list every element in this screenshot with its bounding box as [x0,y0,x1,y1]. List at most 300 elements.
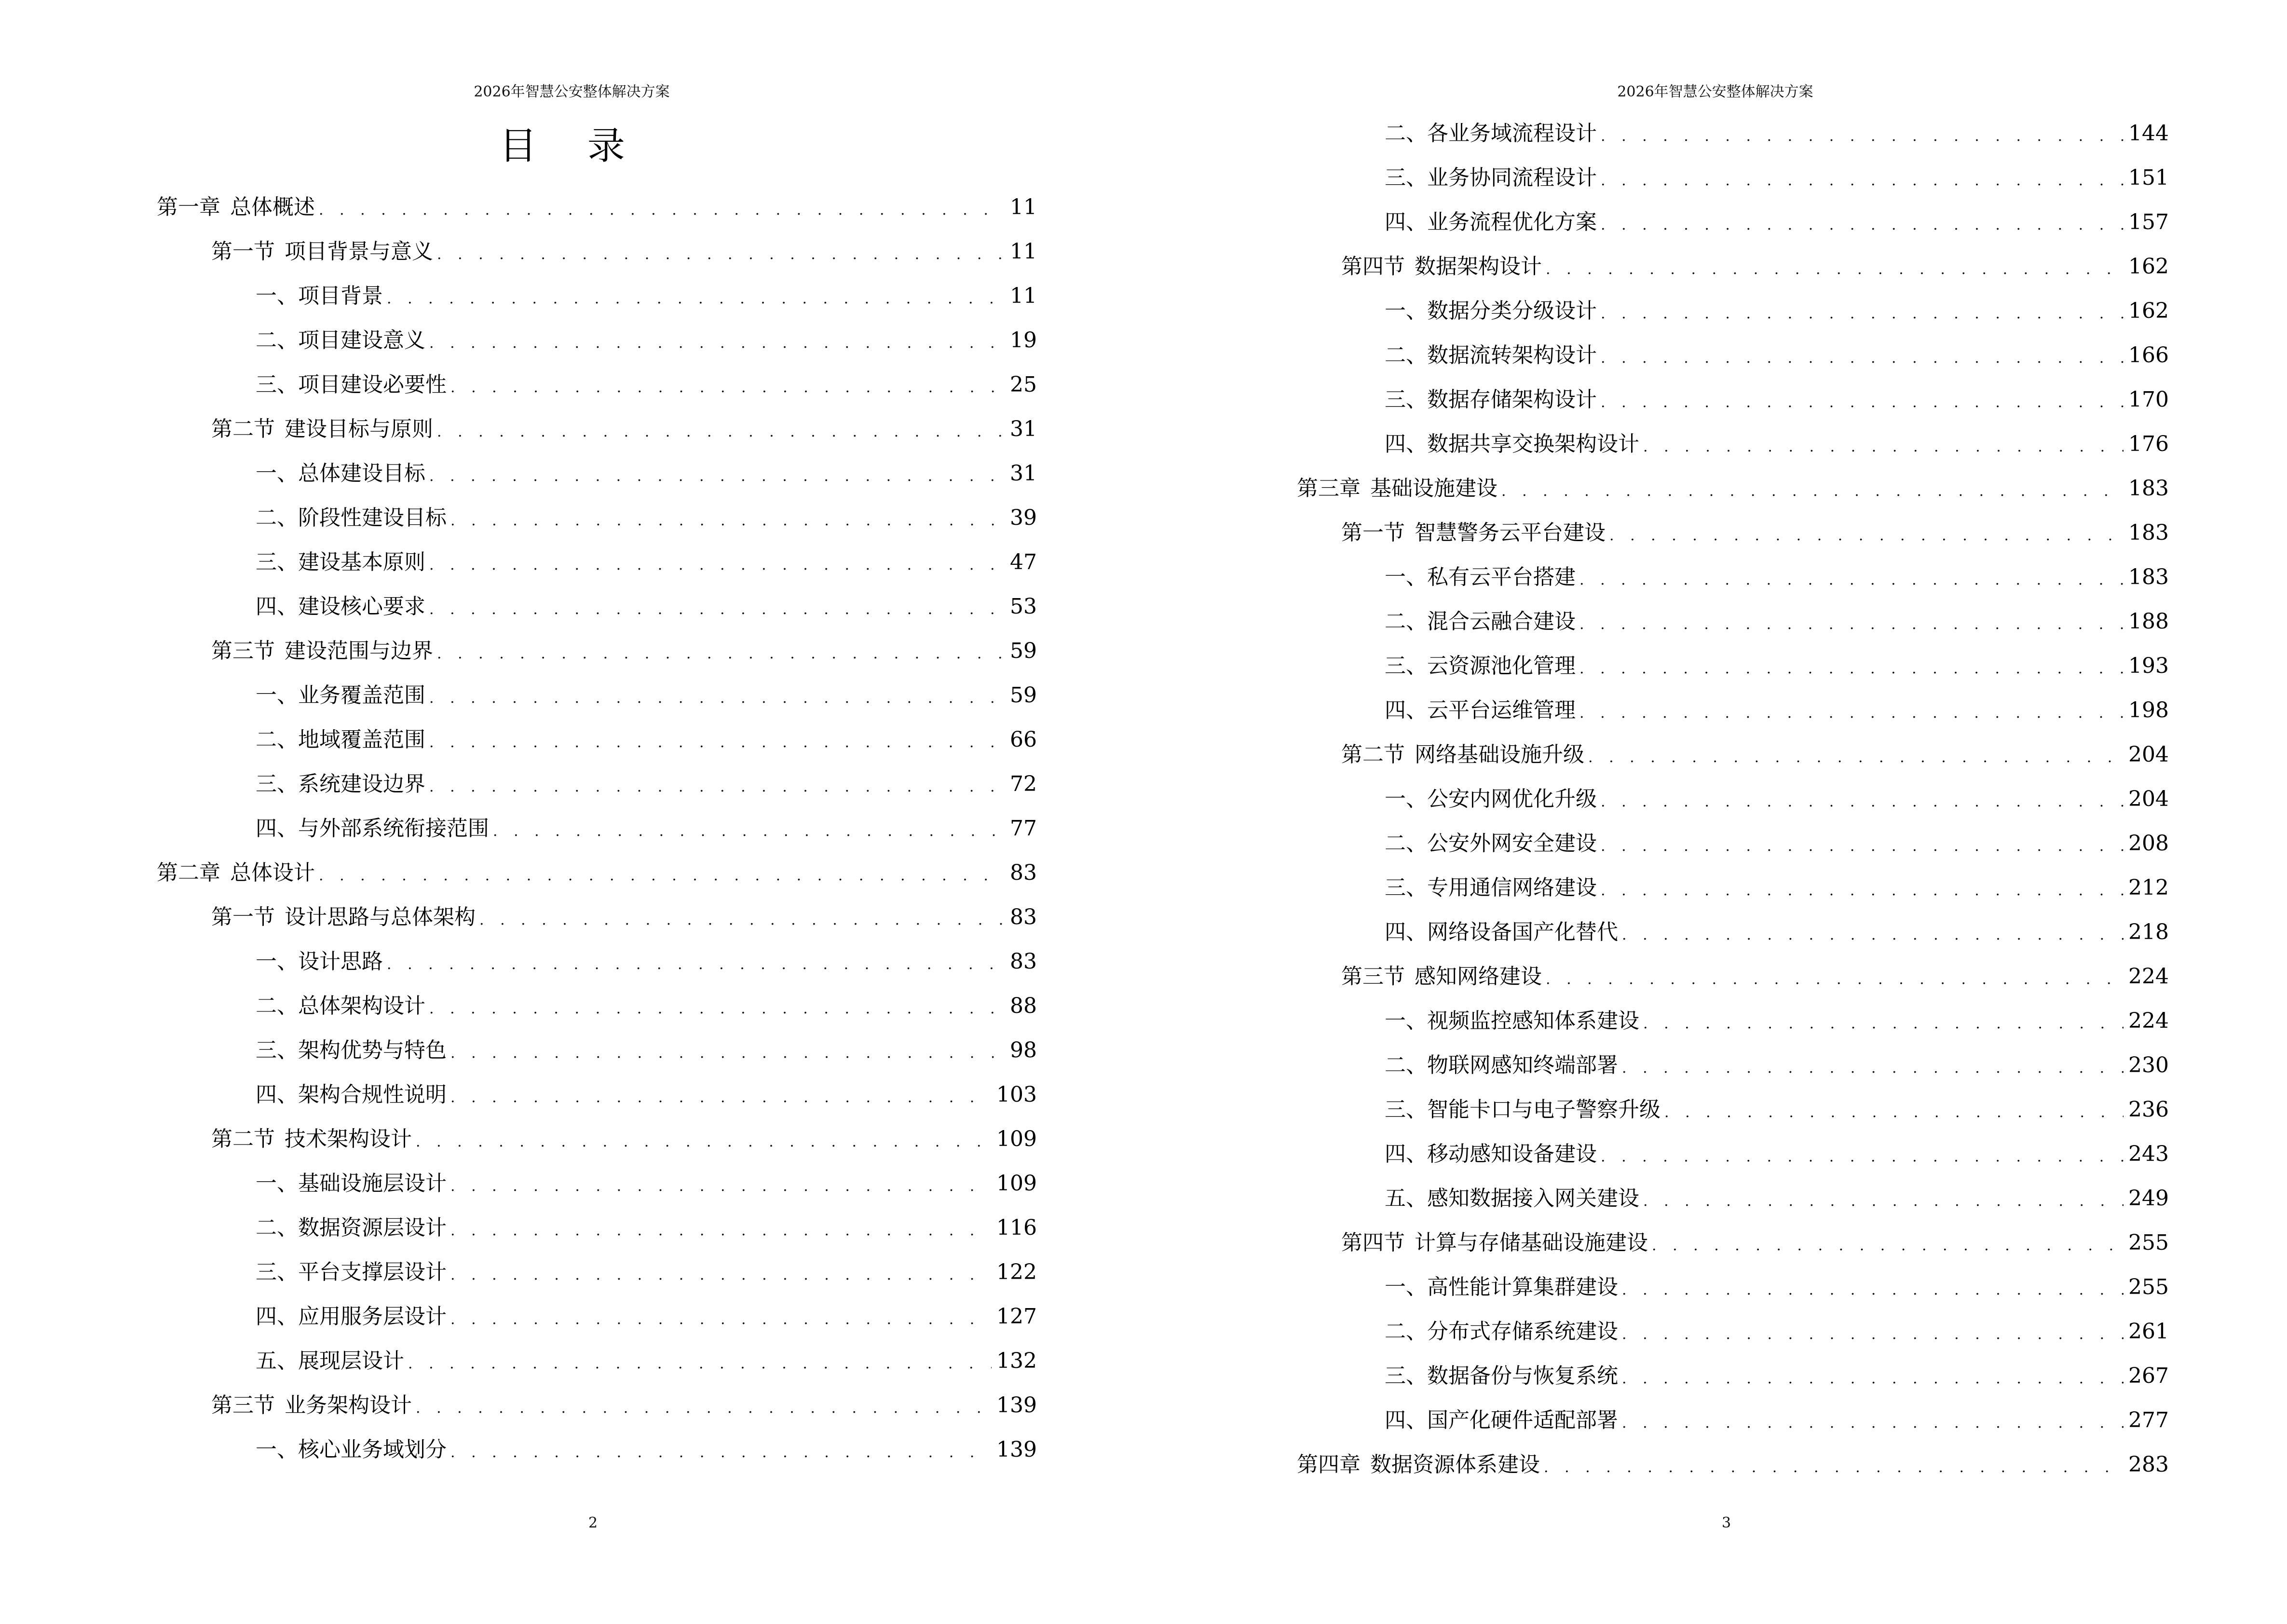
toc-entry-label [256,770,429,799]
toc-entry-title: 感知网络建设 [1415,964,1542,989]
toc-entry-page: 116 [996,1215,1037,1240]
toc-entry-page: 139 [996,1393,1037,1418]
toc-entry-page: 83 [1010,949,1037,974]
toc-entry-title: 三、建设基本原则 [256,550,425,574]
toc-entry-label [1385,297,1601,326]
toc-entry-number: 第二节 [211,417,275,441]
toc-entry-title: 智慧警务云平台建设 [1415,520,1606,545]
toc-entry-item[interactable] [256,592,1037,621]
toc-entry-title: 一、私有云平台搭建 [1385,565,1576,589]
dot-leader [450,1042,1005,1065]
toc-title: 目 录 [499,124,644,168]
toc-entry-page: 230 [2128,1053,2169,1078]
toc-entry-page: 208 [2128,831,2169,856]
dot-leader [1601,302,2124,326]
toc-entry-page: 31 [1010,417,1037,441]
dot-leader [450,509,1005,532]
dot-leader [429,332,1005,355]
toc-entry-title: 三、架构优势与特色 [256,1038,447,1063]
toc-entry-title: 二、各业务域流程设计 [1385,121,1597,146]
toc-entry-item[interactable] [1385,341,2169,370]
toc-entry-label [256,814,493,843]
toc-entry-item[interactable] [1385,1051,2169,1080]
toc-entry-item[interactable] [256,548,1037,577]
toc-entry-label [256,725,429,754]
toc-entry-item[interactable] [256,1435,1037,1464]
dot-leader [429,554,1005,577]
toc-entry-item[interactable] [256,1036,1037,1065]
toc-entry-page: 188 [2128,609,2169,634]
toc-entry-item[interactable] [1385,385,2169,414]
toc-entry-label [1385,607,1579,636]
toc-entry-label [211,1125,416,1154]
dot-leader [450,1308,992,1331]
toc-entry-label [1385,873,1601,902]
toc-entry-page: 277 [2128,1408,2169,1433]
toc-entry-item[interactable] [1385,1184,2169,1213]
toc-entry-title: 二、分布式存储系统建设 [1385,1319,1618,1344]
toc-entry-title: 一、高性能计算集群建设 [1385,1275,1618,1299]
toc-entry-title: 三、系统建设边界 [256,772,425,796]
toc-entry-page: 243 [2128,1142,2169,1166]
toc-entry-title: 二、混合云融合建设 [1385,609,1576,634]
dot-leader [1601,1146,2124,1169]
toc-entry-title: 三、智能卡口与电子警察升级 [1385,1097,1661,1122]
toc-entry-page: 183 [2128,565,2169,589]
dot-leader [429,598,1005,621]
toc-entry-label [1385,1007,1643,1036]
toc-entry-page: 176 [2128,432,2169,456]
toc-entry-item[interactable] [256,992,1037,1021]
toc-entry-label [256,504,450,532]
toc-entry-page: 166 [2128,343,2169,368]
toc-entry-label [157,859,319,887]
toc-entry-label [1385,385,1601,414]
dot-leader [493,820,1005,843]
toc-entry-page: 122 [996,1260,1037,1284]
toc-entry-label [211,903,479,932]
toc-entry-section[interactable] [211,1391,1037,1420]
toc-entry-page: 183 [2128,476,2169,501]
toc-entry-label [1385,696,1579,725]
toc-entry-label [1385,785,1601,814]
toc-entry-title: 计算与存储基础设施建设 [1415,1230,1648,1255]
toc-entry-title: 四、数据共享交换架构设计 [1385,432,1639,456]
toc-entry-label [1385,1362,1622,1391]
toc-entry-item[interactable] [1385,1362,2169,1391]
toc-entry-page: 261 [2128,1319,2169,1344]
dot-leader [450,1441,992,1464]
toc-entry-section[interactable] [1341,962,2169,991]
toc-entry-title: 业务架构设计 [285,1393,412,1418]
toc-entry-number: 第一章 [157,195,220,219]
toc-entry-page: 224 [2128,964,2169,989]
dot-leader [437,243,1005,266]
toc-entry-page: 212 [2128,875,2169,900]
toc-entry-title: 建设目标与原则 [285,417,433,441]
toc-entry-label [1385,1317,1622,1346]
toc-entry-label [1341,252,1546,281]
toc-entry-label [1385,563,1579,592]
toc-entry-label [1385,652,1579,681]
toc-entry-page: 109 [996,1127,1037,1151]
dot-leader [319,864,1005,887]
toc-entry-item[interactable] [1385,785,2169,814]
toc-entry-page: 255 [2128,1230,2169,1255]
toc-entry-label [256,1302,450,1331]
toc-entry-label [1297,1450,1544,1479]
toc-entry-label [256,282,387,311]
toc-entry-item[interactable] [1385,208,2169,237]
toc-entry-page: 25 [1010,372,1037,397]
toc-entry-label [1385,1140,1601,1169]
page-number: 2 [588,1515,598,1531]
toc-entry-item[interactable] [1385,696,2169,725]
toc-entry-title: 一、业务覆盖范围 [256,683,425,708]
dot-leader [1546,258,2124,281]
dot-leader [1652,1234,2124,1257]
toc-entry-label [1297,474,1501,503]
toc-entry-title: 二、项目建设意义 [256,328,425,353]
toc-entry-item[interactable] [1385,1007,2169,1036]
toc-entry-item[interactable] [256,770,1037,799]
toc-entry-item[interactable] [1385,297,2169,326]
dot-leader [429,731,1005,754]
toc-entry-title: 四、应用服务层设计 [256,1304,447,1329]
toc-entry-label [1341,962,1546,991]
toc-entry-label [256,1435,450,1464]
toc-entry-section[interactable] [1341,1228,2169,1257]
toc-entry-page: 127 [996,1304,1037,1329]
toc-entry-title: 一、公安内网优化升级 [1385,787,1597,811]
toc-entry-item[interactable] [256,1214,1037,1242]
dot-leader [1601,169,2124,192]
toc-entry-chapter[interactable] [1297,474,2169,503]
toc-entry-number: 第三章 [1297,476,1361,501]
toc-entry-section[interactable] [211,903,1037,932]
toc-entry-number: 第三节 [1341,964,1405,989]
dot-leader [1601,214,2124,237]
toc-entry-title: 基础设施建设 [1370,476,1497,501]
toc-entry-page: 59 [1010,683,1037,708]
toc-entry-title: 四、业务流程优化方案 [1385,210,1597,234]
toc-entry-item[interactable] [256,1258,1037,1287]
toc-entry-item[interactable] [256,681,1037,710]
dot-leader [1579,569,2124,592]
toc-entry-page: 59 [1010,639,1037,663]
toc-entry-page: 218 [2128,920,2169,944]
toc-entry-page: 11 [1010,239,1037,264]
dot-leader [437,421,1005,444]
toc-entry-title: 二、总体架构设计 [256,994,425,1018]
toc-entry-page: 109 [996,1171,1037,1196]
toc-entry-title: 三、平台支撑层设计 [256,1260,447,1284]
dot-leader [408,1352,992,1376]
toc-entry-page: 283 [2128,1452,2169,1477]
toc-entry-label [256,459,429,488]
dot-leader [1622,1323,2124,1346]
dot-leader [1546,968,2124,991]
toc-entry-title: 二、数据流转架构设计 [1385,343,1597,368]
toc-entry-title: 技术架构设计 [285,1127,412,1151]
toc-entry-label [1385,1406,1622,1435]
dot-leader [1622,1367,2124,1391]
dot-leader [429,687,1005,710]
toc-entry-title: 一、设计思路 [256,949,383,974]
dot-leader [1622,1412,2124,1435]
toc-entry-title: 一、总体建设目标 [256,461,425,486]
toc-entry-label [256,681,429,710]
toc-entry-page: 139 [996,1437,1037,1462]
toc-entry-label [1385,1095,1664,1124]
toc-entry-item[interactable] [256,504,1037,532]
toc-entry-section[interactable] [211,637,1037,666]
toc-entry-title: 一、核心业务域划分 [256,1437,447,1462]
toc-entry-title: 二、数据资源层设计 [256,1215,447,1240]
dot-leader [1643,436,2124,459]
dot-leader [1579,613,2124,636]
dot-leader [1601,879,2124,902]
toc-entry-item[interactable] [256,1347,1037,1376]
toc-entry-page: 98 [1010,1038,1037,1063]
toc-entry-label [256,1347,408,1376]
toc-entry-title: 数据资源体系建设 [1370,1452,1540,1477]
toc-entry-label [1385,119,1601,148]
toc-entry-item[interactable] [1385,1095,2169,1124]
toc-entry-section[interactable] [211,415,1037,444]
toc-entry-page: 19 [1010,328,1037,353]
toc-entry-number: 第四章 [1297,1452,1361,1477]
dot-leader [387,953,1005,976]
toc-entry-item[interactable] [1385,563,2169,592]
toc-entry-page: 72 [1010,772,1037,796]
toc-entry-title: 五、感知数据接入网关建设 [1385,1186,1639,1211]
dot-leader [1601,835,2124,858]
toc-entry-title: 总体概述 [230,195,315,219]
toc-entry-label [1341,519,1609,547]
toc-entry-title: 四、国产化硬件适配部署 [1385,1408,1618,1433]
toc-entry-title: 三、数据存储架构设计 [1385,387,1597,412]
toc-entry-label [211,637,437,666]
toc-entry-page: 204 [2128,742,2169,767]
toc-entry-label [256,1214,450,1242]
toc-entry-label [1385,1051,1622,1080]
toc-entry-label [1385,1184,1643,1213]
toc-entry-item[interactable] [256,1302,1037,1331]
toc-entry-page: 83 [1010,905,1037,929]
toc-entry-label [157,193,319,222]
toc-entry-section[interactable] [211,1125,1037,1154]
toc-entry-label [256,1258,450,1287]
dot-leader [1622,1057,2124,1080]
dot-leader [416,1131,992,1154]
toc-entry-page: 236 [2128,1097,2169,1122]
toc-entry-page: 47 [1010,550,1037,574]
dot-leader [1622,924,2124,947]
toc-entry-title: 二、公安外网安全建设 [1385,831,1597,856]
toc-entry-number: 第三节 [211,1393,275,1418]
dot-leader [1622,1279,2124,1302]
toc-entry-item[interactable] [256,1080,1037,1109]
toc-entry-page: 249 [2128,1186,2169,1211]
toc-entry-item[interactable] [1385,164,2169,192]
toc-entry-item[interactable] [256,282,1037,311]
dot-leader [1601,347,2124,370]
page-number: 3 [1722,1515,1731,1531]
toc-entry-title: 四、架构合规性说明 [256,1082,447,1107]
toc-entry-page: 11 [1010,195,1037,219]
toc-entry-item[interactable] [256,814,1037,843]
toc-entry-label [256,1080,450,1109]
dot-leader [429,465,1005,488]
toc-entry-label [1385,1273,1622,1302]
toc-entry-label [256,370,450,399]
toc-entry-page: 267 [2128,1364,2169,1388]
toc-entry-label [1385,208,1601,237]
toc-entry-page: 170 [2128,387,2169,412]
toc-entry-item[interactable] [1385,829,2169,858]
toc-entry-page: 144 [2128,121,2169,146]
toc-entry-title: 四、建设核心要求 [256,594,425,619]
toc-entry-title: 三、云资源池化管理 [1385,654,1576,678]
toc-entry-number: 第四节 [1341,254,1405,279]
dot-leader [450,376,1005,399]
toc-entry-page: 88 [1010,994,1037,1018]
dot-leader [1501,480,2124,503]
toc-entry-item[interactable] [256,459,1037,488]
toc-entry-page: 132 [996,1349,1037,1373]
toc-entry-title: 数据架构设计 [1415,254,1542,279]
toc-entry-item[interactable] [256,947,1037,976]
toc-entry-item[interactable] [256,725,1037,754]
toc-entry-number: 第一节 [211,239,275,264]
toc-entry-section[interactable] [211,237,1037,266]
toc-entry-title: 网络基础设施升级 [1415,742,1584,767]
toc-entry-item[interactable] [1385,607,2169,636]
toc-entry-number: 第四节 [1341,1230,1405,1255]
toc-entry-page: 66 [1010,727,1037,752]
dot-leader [1609,524,2124,547]
dot-leader [479,909,1005,932]
toc-entry-item[interactable] [256,370,1037,399]
toc-entry-label [1385,918,1622,947]
toc-entry-section[interactable] [1341,740,2169,769]
dot-leader [429,997,1005,1021]
toc-entry-number: 第一节 [1341,520,1405,545]
toc-entry-item[interactable] [1385,119,2169,148]
toc-entry-chapter[interactable] [157,859,1037,887]
toc-entry-page: 204 [2128,787,2169,811]
dot-leader [450,1086,992,1109]
toc-entry-chapter[interactable] [1297,1450,2169,1479]
toc-entry-number: 第二章 [157,860,220,885]
toc-entry-item[interactable] [1385,918,2169,947]
toc-entry-page: 198 [2128,698,2169,723]
toc-entry-title: 一、基础设施层设计 [256,1171,447,1196]
dot-leader [450,1219,992,1242]
dot-leader [416,1397,992,1420]
toc-entry-title: 一、项目背景 [256,284,383,308]
dot-leader [1579,702,2124,725]
dot-leader [1601,791,2124,814]
dot-leader [387,287,1005,311]
toc-entry-label [1341,740,1588,769]
toc-entry-page: 103 [996,1082,1037,1107]
toc-page-right [1144,0,2287,1624]
toc-entry-item[interactable] [1385,1140,2169,1169]
dot-leader [429,776,1005,799]
toc-entry-item[interactable] [256,1169,1037,1198]
toc-entry-title: 三、数据备份与恢复系统 [1385,1364,1618,1388]
toc-entry-title: 四、网络设备国产化替代 [1385,920,1618,944]
toc-entry-item[interactable] [1385,1273,2169,1302]
dot-leader [1643,1190,2124,1213]
toc-entry-title: 四、移动感知设备建设 [1385,1142,1597,1166]
toc-entry-item[interactable] [1385,652,2169,681]
toc-entry-title: 二、阶段性建设目标 [256,505,447,530]
toc-entry-item[interactable] [1385,873,2169,902]
toc-entry-page: 162 [2128,299,2169,323]
dot-leader [1601,125,2124,148]
toc-entry-title: 四、与外部系统衔接范围 [256,816,489,841]
toc-entry-page: 255 [2128,1275,2169,1299]
toc-entry-page: 31 [1010,461,1037,486]
toc-entry-title: 三、项目建设必要性 [256,372,447,397]
toc-entry-label [1385,829,1601,858]
toc-entry-label [256,592,429,621]
toc-entry-title: 二、物联网感知终端部署 [1385,1053,1618,1078]
running-header: 2026年智慧公安整体解决方案 [474,83,670,100]
toc-entry-page: 53 [1010,594,1037,619]
toc-entry-page: 39 [1010,505,1037,530]
dot-leader [1601,391,2124,414]
dot-leader [1579,657,2124,681]
toc-entry-item[interactable] [1385,430,2169,459]
toc-entry-item[interactable] [1385,1317,2169,1346]
toc-entry-label [256,1036,450,1065]
toc-entry-label [211,237,437,266]
toc-entry-item[interactable] [1385,1406,2169,1435]
dot-leader [1544,1456,2124,1479]
toc-entry-title: 一、数据分类分级设计 [1385,299,1597,323]
toc-entry-label [1385,164,1601,192]
toc-entry-item[interactable] [256,326,1037,355]
toc-entry-section[interactable] [1341,252,2169,281]
toc-entry-label [256,992,429,1021]
running-header: 2026年智慧公安整体解决方案 [1617,83,1813,100]
toc-entry-title: 总体设计 [230,860,315,885]
toc-entry-section[interactable] [1341,519,2169,547]
toc-entry-chapter[interactable] [157,193,1037,222]
toc-entry-label [1385,341,1601,370]
toc-entry-label [256,947,387,976]
toc-entry-page: 183 [2128,520,2169,545]
dot-leader [450,1264,992,1287]
toc-entry-label [256,1169,450,1198]
dot-leader [1664,1101,2124,1124]
dot-leader [450,1175,992,1198]
toc-entry-page: 11 [1010,284,1037,308]
toc-entry-title: 五、展现层设计 [256,1349,404,1373]
toc-entry-label [256,548,429,577]
toc-entry-title: 一、视频监控感知体系建设 [1385,1009,1639,1033]
dot-leader [437,642,1005,666]
toc-entry-label [1385,430,1643,459]
toc-entry-title: 三、业务协同流程设计 [1385,165,1597,190]
toc-entry-page: 77 [1010,816,1037,841]
toc-entry-number: 第三节 [211,639,275,663]
toc-entry-page: 193 [2128,654,2169,678]
